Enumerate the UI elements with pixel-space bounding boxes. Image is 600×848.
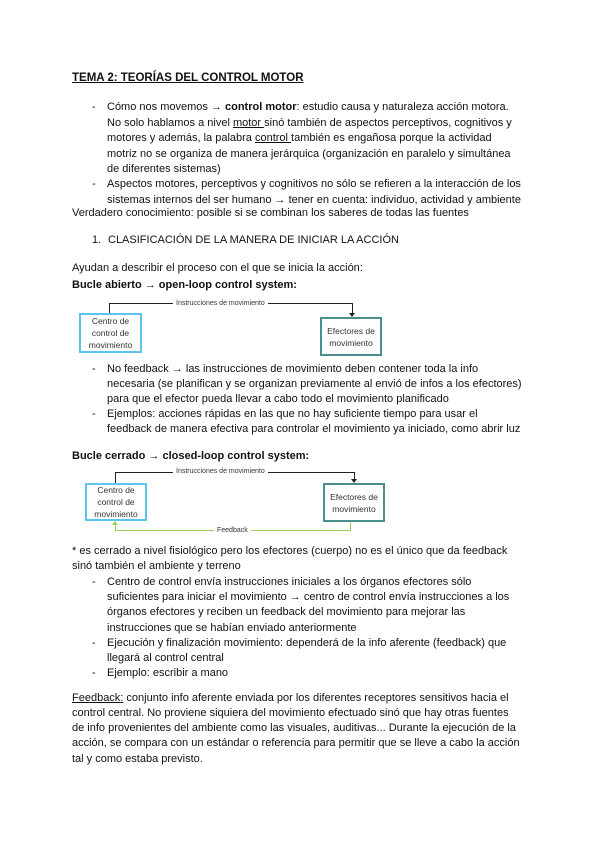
definition-term: Feedback: (72, 692, 124, 704)
effectors-box: Efectores de movimiento (323, 483, 385, 522)
bullet-text: Aspectos motores, perceptivos y cognitivos no sólo se refieren a la interacción de los (107, 178, 521, 190)
underlined-term: control (254, 132, 292, 144)
bullet-text: feedback de manera efectiva para controlar el movimiento ya iniciado, como abrir luz (107, 423, 521, 435)
text: sinó también de aspectos perceptivos, cognitivos y (264, 117, 512, 129)
note-text: sinó también el ambiente y terreno (72, 560, 241, 572)
bullet-dash: - (92, 637, 96, 649)
paragraph: Ayudan a describir el proceso con el que se inicia la acción: (72, 262, 363, 274)
bullet-text: instrucciones que se habían enviado anteriormente (107, 622, 357, 634)
bullet-text: de diferentes sistemas) (107, 163, 221, 175)
bullet-text: Ejemplo: escribir a mano (107, 667, 229, 679)
bullet-text (107, 101, 509, 114)
text: No solo hablamos a nivel (107, 117, 233, 129)
arrow-head-icon (112, 521, 118, 525)
bullet-text: Centro de control envía instrucciones iniciales a los órganos efectores sólo (107, 576, 472, 588)
underlined-term: motor (232, 117, 265, 129)
feedback-label: Feedback (214, 526, 251, 535)
bullet-text: sistemas internos del ser humano → tener en cuenta: individuo, actividad y ambiente (107, 194, 521, 206)
definition-text: acción, se compara con un estándar o referencia para permitir que se lleve a cabo la acción (72, 737, 520, 749)
text: motores y además, la palabra (107, 132, 255, 144)
text: Cómo nos movemos → (107, 101, 225, 113)
bullet-text: necesaria (se planifican y se organizan previamente al envió de infos a los efectores) (107, 378, 522, 390)
bullet-dash: - (92, 576, 96, 588)
section-number: 1. (92, 234, 102, 246)
definition-text (72, 692, 509, 705)
arrow-label: Instrucciones de movimiento (173, 467, 268, 476)
bullet-text (107, 117, 512, 130)
bullet-text: No feedback → las instrucciones de movimiento deben contener toda la info (107, 363, 479, 375)
text: : estudio causa y naturaleza acción motora. (296, 101, 509, 113)
definition-text: de info provenientes del ambiente como las visuales, auditivas... Durante la ejecución de la (72, 722, 516, 734)
bullet-text: para que el efector pueda llevar a cabo todo el movimiento planificado (107, 393, 449, 405)
text: conjunto info aferente enviada por los diferentes receptores sensitivos hacia el (123, 692, 509, 704)
note-text: Verdadero conocimiento: posible si se combinan los saberes de todas las fuentes (72, 207, 469, 219)
bullet-text (107, 132, 492, 145)
control-center-box: Centro de control de movimiento (85, 483, 147, 521)
bullet-dash: - (92, 178, 96, 190)
bold-term: control motor (224, 101, 297, 113)
definition-text: control central. No proviene siquiera del movimiento efectuado sinó que hay otras fuentes (72, 707, 509, 719)
bullet-text: Ejecución y finalización movimiento: dependerá de la info aferente (feedback) que (107, 637, 507, 649)
section-heading: CLASIFICACIÓN DE LA MANERA DE INICIAR LA ACCIÓN (108, 234, 399, 246)
subheading-closed-loop: Bucle cerrado → closed-loop control system: (72, 450, 310, 462)
subheading-open-loop: Bucle abierto → open-loop control system: (72, 279, 297, 291)
bullet-text: órganos efectores y reciben un feedback del movimiento para mejorar las (107, 606, 466, 618)
definition-text: tal y como estaba previsto. (72, 753, 203, 765)
bullet-text: llegará al control central (107, 652, 224, 664)
bullet-text: Ejemplos: acciones rápidas en las que no hay suficiente tiempo para usar el (107, 408, 478, 420)
bullet-dash: - (92, 363, 96, 375)
bullet-dash: - (92, 101, 96, 113)
control-center-box: Centro de control de movimiento (79, 313, 142, 353)
bullet-text: suficientes para iniciar el movimiento → centro de control envía instrucciones a los (107, 591, 510, 603)
arrow-label: Instrucciones de movimiento (173, 299, 268, 308)
text: también es engañosa porque la actividad (291, 132, 492, 144)
bullet-dash: - (92, 408, 96, 420)
bullet-text: motriz no se organiza de manera jerárquica (organización en paralelo y simultánea (107, 148, 511, 160)
page-title: TEMA 2: TEORÍAS DEL CONTROL MOTOR (72, 72, 304, 84)
note-text: * es cerrado a nivel fisiológico pero los efectores (cuerpo) no es el único que da feedback (72, 545, 508, 557)
bullet-dash: - (92, 667, 96, 679)
effectors-box: Efectores de movimiento (320, 317, 382, 356)
